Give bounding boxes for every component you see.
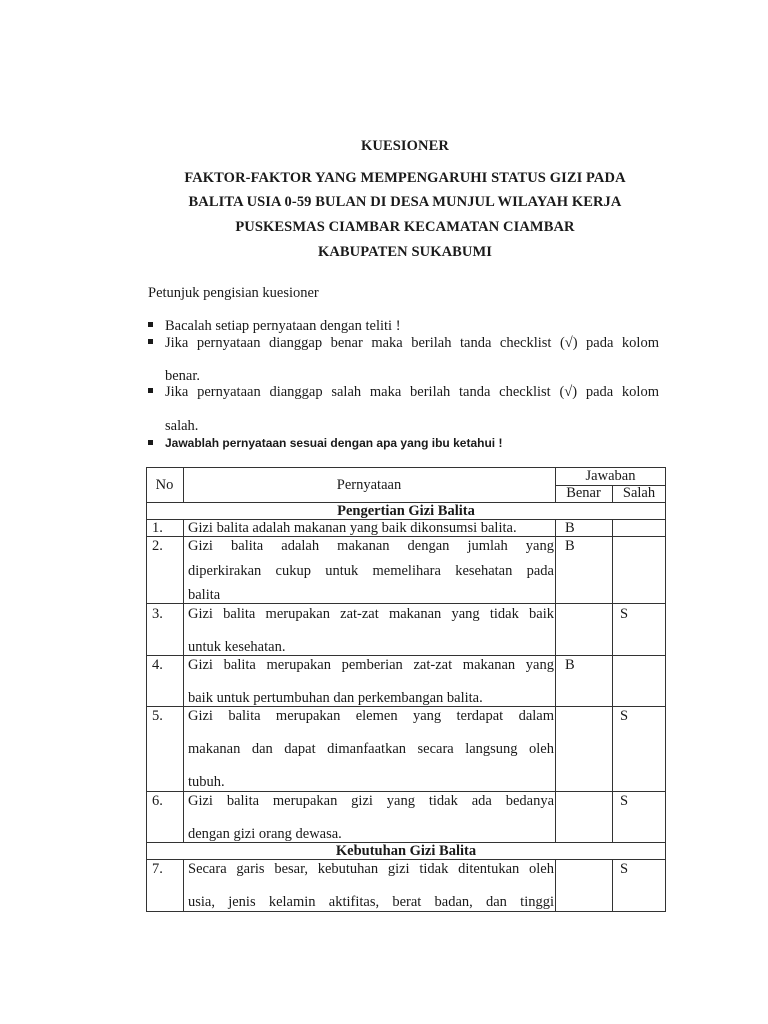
- row-number: 2.: [152, 538, 163, 554]
- document-title: KUESIONER: [361, 138, 449, 154]
- subtitle-line-2: BALITA USIA 0-59 BULAN DI DESA MUNJUL WILAYAH KERJA: [188, 194, 622, 210]
- questionnaire-table: No Pernyataan Jawaban Benar Salah Pengertian Gizi Balita 1. Gizi balita adalah makanan yang baik dikonsumsi balita. B 2. Gizi balita adalah makanan dengan jumlah yang diperkirakan cukup untuk memelihara kesehatan pada balita B 3. Gizi balita merupakan zat-zat makanan yang tidak baik untuk kesehatan. S 4. Gizi balita merupakan pemberian zat-zat makanan yang baik untuk pertumbuhan dan perkembangan balita. B 5. Gizi balita merupakan elemen yang terdapat dalam makanan dan dapat dimanfaatkan secara langsung oleh tubuh. S 6. Gizi balita merupakan gizi yang tidak ada bedanya dengan gizi orang dewasa. S Kebutuhan Gizi Balita 7. Secara garis besar, kebutuhan gizi tidak ditentukan oleh usia, jenis kelamin aktifitas, berat badan, dan tinggi S: [146, 467, 666, 912]
- square-bullet-icon: [148, 388, 153, 393]
- answer-benar: B: [565, 538, 575, 554]
- column-header-statement: Pernyataan: [336, 477, 402, 493]
- column-header-true: Benar: [566, 485, 601, 501]
- column-header-false: Salah: [622, 485, 656, 501]
- row-number: 4.: [152, 657, 163, 673]
- instructions-title: Petunjuk pengisian kuesioner: [148, 285, 319, 301]
- subtitle-line-3: PUSKESMAS CIAMBAR KECAMATAN CIAMBAR: [235, 219, 575, 235]
- instruction-text-continued: benar.: [165, 368, 201, 384]
- answer-salah: S: [620, 793, 629, 809]
- instruction-text: Jawablah pernyataan sesuai dengan apa yang ibu ketahui !: [165, 436, 503, 450]
- row-number: 7.: [152, 861, 163, 877]
- section-title: Pengertian Gizi Balita: [337, 503, 475, 519]
- row-number: 5.: [152, 708, 163, 724]
- section-title: Kebutuhan Gizi Balita: [335, 843, 477, 859]
- square-bullet-icon: [148, 339, 153, 344]
- subtitle-line-4: KABUPATEN SUKABUMI: [317, 244, 493, 260]
- subtitle-line-1: FAKTOR-FAKTOR YANG MEMPENGARUHI STATUS GIZI PADA: [184, 170, 626, 186]
- instruction-text: Jika pernyataan dianggap benar maka berilah tanda checklist (√) pada kolom: [165, 335, 659, 351]
- square-bullet-icon: [148, 322, 153, 327]
- row-number: 6.: [152, 793, 163, 809]
- square-bullet-icon: [148, 440, 153, 445]
- instruction-text: Bacalah setiap pernyataan dengan teliti !: [165, 318, 401, 334]
- row-number: 3.: [152, 606, 163, 622]
- answer-salah: S: [620, 708, 629, 724]
- answer-salah: S: [620, 606, 629, 622]
- column-header-no: No: [155, 477, 174, 493]
- row-number: 1.: [152, 520, 163, 536]
- answer-benar: B: [565, 657, 575, 673]
- answer-salah: S: [620, 861, 629, 877]
- column-header-answer: Jawaban: [585, 468, 636, 484]
- answer-benar: B: [565, 520, 575, 536]
- instruction-text: Jika pernyataan dianggap salah maka berilah tanda checklist (√) pada kolom: [165, 384, 659, 400]
- instruction-text-continued: salah.: [165, 418, 199, 434]
